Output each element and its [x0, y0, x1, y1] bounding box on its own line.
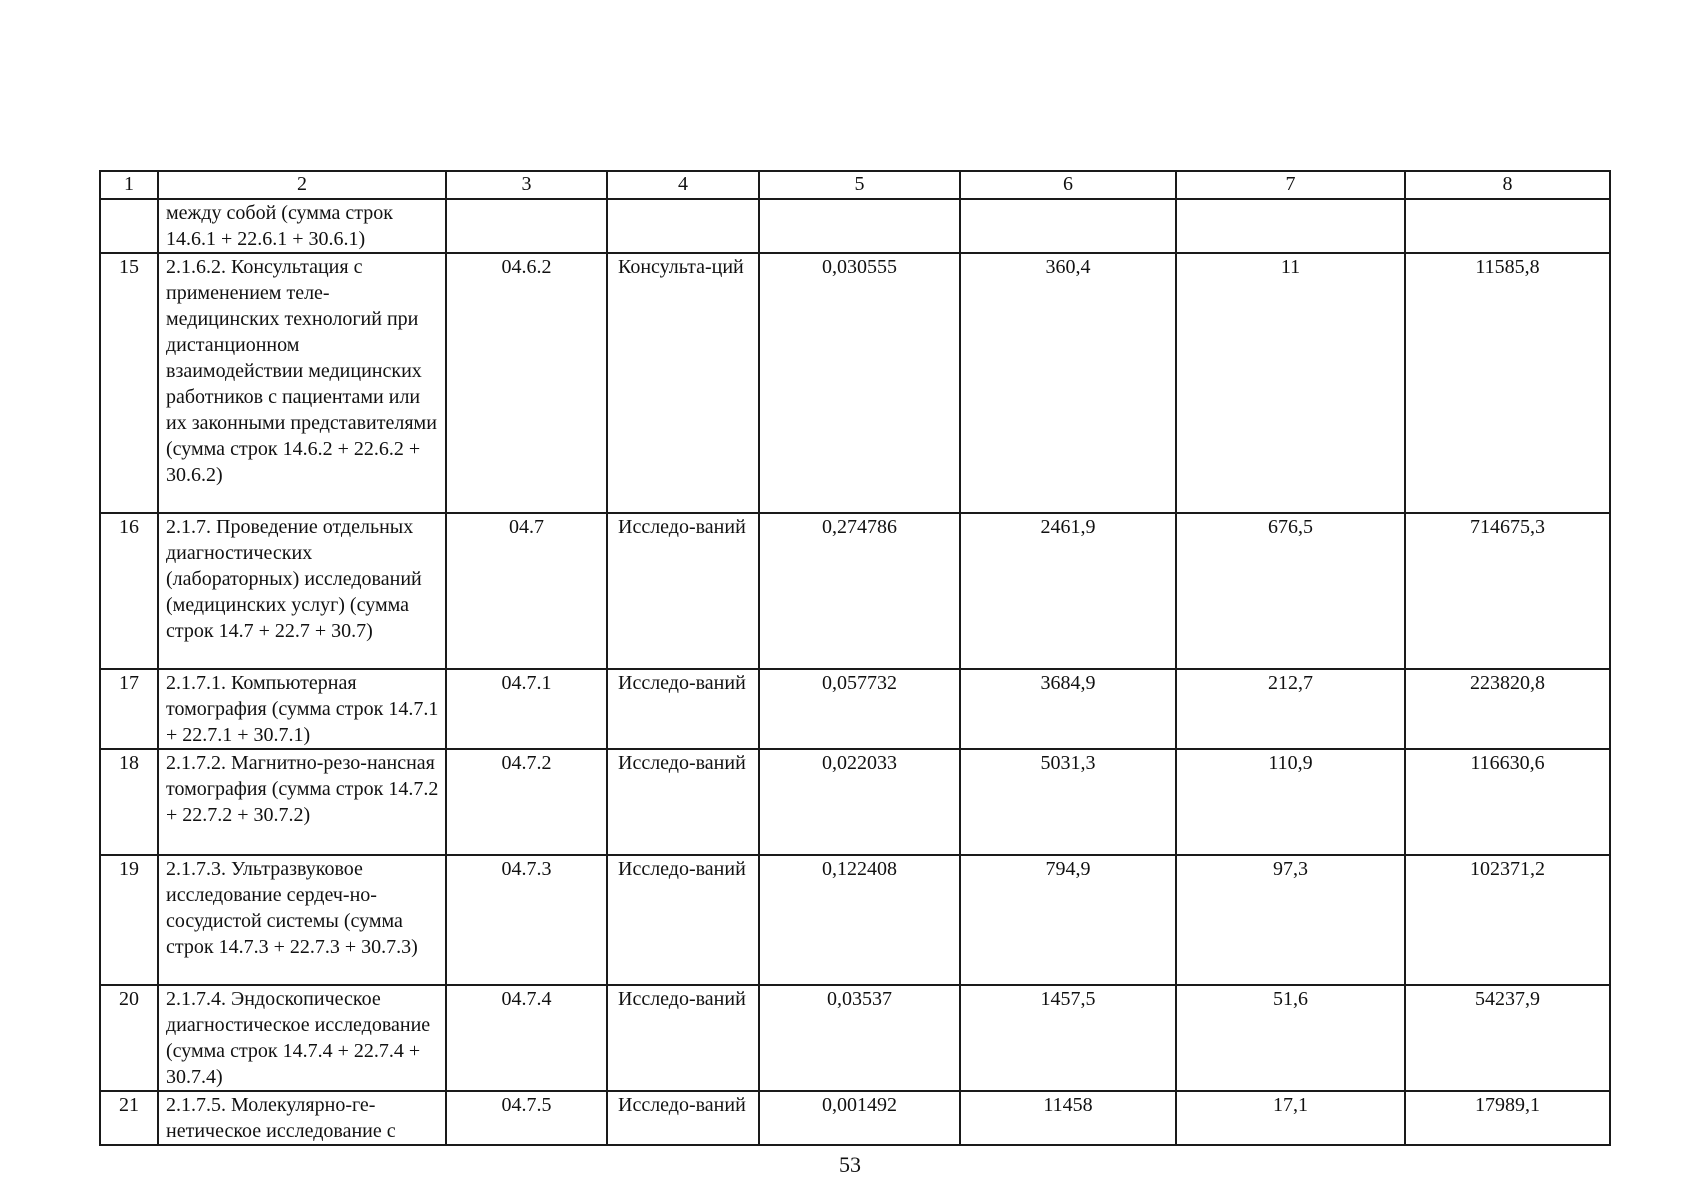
- row-value-8: 11585,8: [1405, 253, 1610, 513]
- header-col-1: 1: [100, 171, 158, 199]
- row-value-5: 0,030555: [759, 253, 960, 513]
- row-name: 2.1.7.4. Эндоскопическое диагностическое исследование (сумма строк 14.7.4 + 22.7.4 + 30.7.4): [158, 985, 446, 1091]
- row-value-8: [1405, 199, 1610, 253]
- header-row: [100, 171, 1610, 199]
- row-unit: Исследо-ваний: [607, 855, 759, 985]
- row-value-7: 676,5: [1176, 513, 1405, 669]
- row-code: 04.7.4: [446, 985, 607, 1091]
- row-name: 2.1.7.1. Компьютерная томография (сумма строк 14.7.1 + 22.7.1 + 30.7.1): [158, 669, 446, 749]
- row-value-8: 54237,9: [1405, 985, 1610, 1091]
- table-row: [100, 199, 1610, 253]
- table-row: [100, 1091, 1610, 1145]
- row-value-8: 714675,3: [1405, 513, 1610, 669]
- row-number: 20: [100, 985, 158, 1091]
- data-table: [99, 170, 1611, 1146]
- row-value-6: 360,4: [960, 253, 1176, 513]
- header-col-3: 3: [446, 171, 607, 199]
- row-value-5: 0,03537: [759, 985, 960, 1091]
- row-number: 16: [100, 513, 158, 669]
- row-number: 21: [100, 1091, 158, 1145]
- row-number: 18: [100, 749, 158, 855]
- row-value-5: 0,057732: [759, 669, 960, 749]
- row-value-6: 2461,9: [960, 513, 1176, 669]
- row-value-6: 1457,5: [960, 985, 1176, 1091]
- row-unit: Исследо-ваний: [607, 513, 759, 669]
- row-unit: Консульта-ций: [607, 253, 759, 513]
- row-number: 17: [100, 669, 158, 749]
- row-value-7: 51,6: [1176, 985, 1405, 1091]
- row-name: 2.1.7.5. Молекулярно-ге-нетическое исследование с: [158, 1091, 446, 1145]
- row-unit: Исследо-ваний: [607, 985, 759, 1091]
- row-value-7: 97,3: [1176, 855, 1405, 985]
- row-name: 2.1.6.2. Консультация с применением теле-медицинских технологий при дистанционном взаимодействии медицинских работников с пациентами или их законными представителями (сумма строк 14.6.2 + 22.6.2 + 30.6.2): [158, 253, 446, 513]
- row-unit: Исследо-ваний: [607, 749, 759, 855]
- row-unit: [607, 199, 759, 253]
- row-number: [100, 199, 158, 253]
- header-col-8: 8: [1405, 171, 1610, 199]
- row-value-6: 794,9: [960, 855, 1176, 985]
- row-code: 04.6.2: [446, 253, 607, 513]
- row-value-8: 223820,8: [1405, 669, 1610, 749]
- page-number: 53: [839, 1152, 861, 1177]
- row-value-6: 3684,9: [960, 669, 1176, 749]
- table-row: [100, 855, 1610, 985]
- header-col-6: 6: [960, 171, 1176, 199]
- row-unit: Исследо-ваний: [607, 1091, 759, 1145]
- table-row: [100, 985, 1610, 1091]
- row-unit: Исследо-ваний: [607, 669, 759, 749]
- row-code: 04.7.5: [446, 1091, 607, 1145]
- row-name: 2.1.7.3. Ультразвуковое исследование сердеч-но-сосудистой системы (сумма строк 14.7.3 + 22.7.3 + 30.7.3): [158, 855, 446, 985]
- row-value-6: [960, 199, 1176, 253]
- row-code: 04.7.2: [446, 749, 607, 855]
- table-row: [100, 253, 1610, 513]
- row-value-5: 0,122408: [759, 855, 960, 985]
- row-value-5: 0,001492: [759, 1091, 960, 1145]
- row-value-5: [759, 199, 960, 253]
- row-value-7: 110,9: [1176, 749, 1405, 855]
- row-value-8: 17989,1: [1405, 1091, 1610, 1145]
- row-name: 2.1.7.2. Магнитно-резо-нансная томография (сумма строк 14.7.2 + 22.7.2 + 30.7.2): [158, 749, 446, 855]
- table-row: [100, 669, 1610, 749]
- row-code: 04.7: [446, 513, 607, 669]
- row-value-7: 11: [1176, 253, 1405, 513]
- row-name: 2.1.7. Проведение отдельных диагностических (лабораторных) исследований (медицинских услуг) (сумма строк 14.7 + 22.7 + 30.7): [158, 513, 446, 669]
- row-value-7: 212,7: [1176, 669, 1405, 749]
- row-value-5: 0,274786: [759, 513, 960, 669]
- table-row: [100, 513, 1610, 669]
- row-number: 19: [100, 855, 158, 985]
- row-code: 04.7.1: [446, 669, 607, 749]
- row-code: 04.7.3: [446, 855, 607, 985]
- row-code: [446, 199, 607, 253]
- header-col-5: 5: [759, 171, 960, 199]
- row-value-6: 11458: [960, 1091, 1176, 1145]
- table-row: [100, 749, 1610, 855]
- row-value-6: 5031,3: [960, 749, 1176, 855]
- header-col-4: 4: [607, 171, 759, 199]
- row-name: между собой (сумма строк 14.6.1 + 22.6.1 + 30.6.1): [158, 199, 446, 253]
- row-number: 15: [100, 253, 158, 513]
- row-value-7: [1176, 199, 1405, 253]
- row-value-8: 102371,2: [1405, 855, 1610, 985]
- row-value-7: 17,1: [1176, 1091, 1405, 1145]
- header-col-2: 2: [158, 171, 446, 199]
- row-value-8: 116630,6: [1405, 749, 1610, 855]
- header-col-7: 7: [1176, 171, 1405, 199]
- row-value-5: 0,022033: [759, 749, 960, 855]
